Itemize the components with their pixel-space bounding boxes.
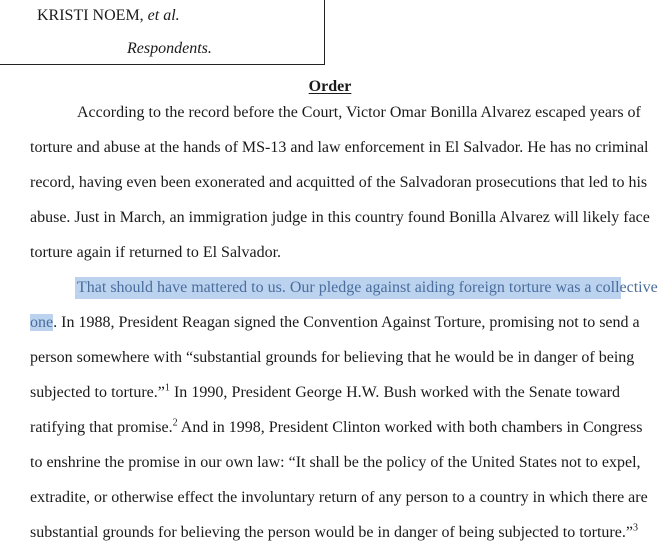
- paragraph1-line5: torture again if returned to El Salvador.: [30, 244, 282, 261]
- paragraph2-line5-a: ratifying that promise.: [30, 419, 173, 436]
- order-heading: Order: [308, 78, 352, 95]
- paragraph2-line8: [30, 522, 638, 544]
- paragraph2-line2-rest: . In 1988, President Reagan signed the Convention Against Torture, promising not to send a: [53, 314, 640, 331]
- caption-respondent-name: [37, 7, 180, 25]
- paragraph2-line4-a: subjected to torture.”: [30, 384, 165, 401]
- highlighted-sentence-tail[interactable]: one: [30, 314, 54, 331]
- paragraph2-line2: [30, 312, 640, 334]
- footnote-ref-2[interactable]: 2: [172, 417, 178, 429]
- caption-et-al: et al.: [147, 7, 180, 24]
- footnote-ref-1[interactable]: 1: [164, 382, 170, 394]
- paragraph2-line5-b: And in 1998, President Clinton worked with both chambers in Congress: [177, 419, 643, 436]
- paragraph2-line6: to enshrine the promise in our own law: “It shall be the policy of the United States not to expel,: [30, 454, 641, 471]
- paragraph2-line7: extradite, or otherwise effect the involuntary return of any person to a country in which there are: [30, 489, 648, 506]
- paragraph2-line4-b: In 1990, President George H.W. Bush worked with the Senate toward: [169, 384, 620, 401]
- paragraph1-line4: abuse. Just in March, an immigration judge in this country found Bonilla Alvarez will likely face: [30, 209, 650, 226]
- highlighted-sentence-line[interactable]: That should have mattered to us. Our pledge against aiding foreign torture was a collective: [75, 277, 621, 299]
- footnote-ref-3[interactable]: 3: [632, 522, 638, 534]
- paragraph2-line5: [30, 417, 643, 439]
- caption-role-text: Respondents.: [127, 40, 212, 57]
- paragraph1-line1: According to the record before the Court, Victor Omar Bonilla Alvarez escaped years of: [77, 104, 641, 121]
- caption-respondents-label: [127, 40, 212, 58]
- paragraph2-line8-a: substantial grounds for believing the person would be in danger of being subjected to torture.”: [30, 524, 633, 541]
- paragraph2-line3: person somewhere with “substantial grounds for believing that he would be in danger of being: [30, 349, 635, 366]
- caption-name-text: KRISTI NOEM,: [37, 7, 144, 24]
- paragraph2-line4: [30, 382, 620, 404]
- paragraph1-line2: torture and abuse at the hands of MS-13 and law enforcement in El Salvador. He has no criminal: [30, 139, 649, 156]
- paragraph1-line3: record, having even been exonerated and acquitted of the Salvadoran prosecutions that led to his: [30, 174, 648, 191]
